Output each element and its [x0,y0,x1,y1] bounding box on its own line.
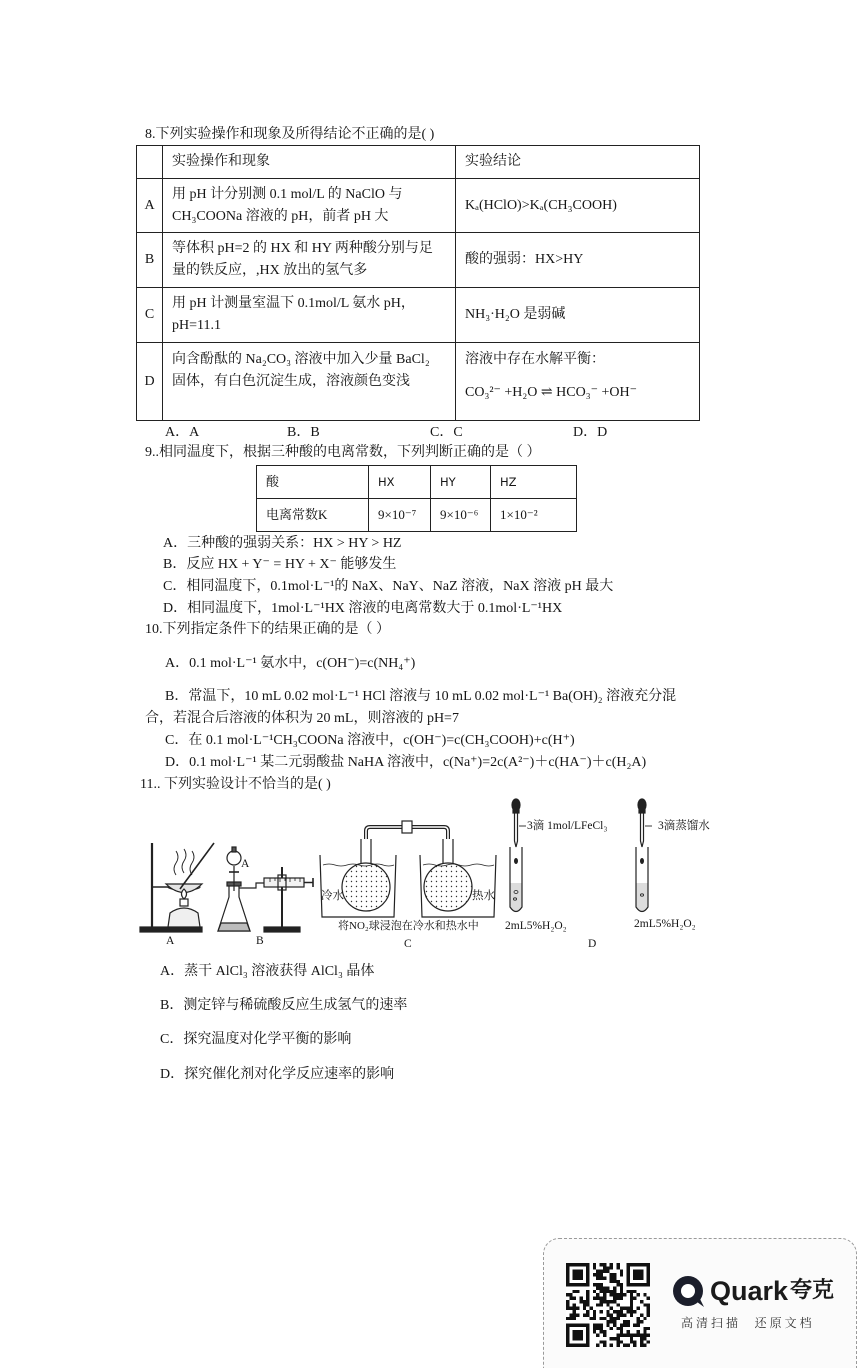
right-dropper-stem [641,813,644,847]
left-drop [515,859,518,864]
q10-option-c: C．在 0.1 mol·L⁻¹CH₃COONa 溶液中，c(OH⁻)=c(CH₃COOH)+c(H⁺) [165,733,575,748]
delivery-tube [239,883,264,888]
panel-label-c: C [404,938,412,950]
q8-option-b: B．B [287,425,320,440]
q10-option-a: A．0.1 mol·L⁻¹ 氨水中，c(OH⁻)=c(NH₄⁺) [165,656,416,671]
operation-cell [163,343,456,421]
quark-logo-icon [672,1275,706,1309]
q10-option-b-line1: B．常温下，10 mL 0.02 mol·L⁻¹ HCl 溶液与 10 mL 0.02 mol·L⁻¹ Ba(OH)₂ 溶液充分混 [165,689,677,704]
left-dropper-collar [513,810,519,813]
logo-hole [681,1284,695,1298]
operation-line: 固体，有白色沉淀生成，溶液颜色变浅 [172,374,410,389]
q10-stem: 10.下列指定条件下的结果正确的是（ ） [145,622,390,637]
alcohol-lamp [168,908,200,927]
panel-label-a: A [166,935,175,947]
left-dropper-bulb [512,799,520,811]
table-row [137,288,700,343]
q9-table-header [257,466,577,499]
q8-option-c: C．C [430,425,463,440]
table-row [137,179,700,233]
apparatus-d-catalyst [510,799,652,912]
conclusion-line: NH₃·H₂O 是弱碱 [465,307,566,322]
conclusion-cell [456,343,700,421]
header-hx: HX [369,466,431,499]
q8-header-conclusion: 实验结论 [456,146,700,179]
table-row [137,233,700,288]
row-label-ionization-constant: 电离常数K [257,499,369,532]
flask-liquid [218,923,250,931]
q9-option-c: C．相同温度下，0.1mol·L⁻¹的 NaX、NaY、NaZ 溶液，NaX 溶液 pH 最大 [163,579,614,594]
panel-label-b: B [256,935,264,947]
quark-brand-name-cn: 夸克 [790,1278,835,1303]
conclusion-cell [456,288,700,343]
conclusion-line: 酸的强弱：HX>HY [465,252,584,267]
quark-tagline: 高清扫描 还原文档 [681,1316,815,1330]
value-hx: 9×10⁻⁷ [369,499,431,532]
operation-cell [163,288,456,343]
funnel-label: A [241,858,250,870]
apparatus-c-no2-equilibrium [320,821,496,917]
operation-line: CH₃COONa 溶液的 pH，前者 pH 大 [172,208,389,224]
right-dropper-bulb [638,799,646,811]
no2-flask-right [424,863,472,911]
table-row [137,343,700,421]
quark-brand-name: Quark [710,1276,789,1306]
right-dropper-label: 3滴蒸馏水 [658,820,710,832]
quark-watermark [543,1238,857,1368]
operation-line: 用 pH 计测量室温下 0.1mol/L 氨水 pH， [172,296,415,311]
tube-clamp [402,821,412,833]
operation-line: 等体积 pH=2 的 HX 和 HY 两种酸分别与足 [172,241,433,256]
q11-option-c: C．探究温度对化学平衡的影响 [160,1032,352,1047]
cold-water-label: 冷水 [321,890,344,902]
q8-table [136,145,700,421]
value-hy: 9×10⁻⁶ [431,499,491,532]
q9-stem: 9..相同温度下，根据三种酸的电离常数，下列判断正确的是（ ） [145,445,541,460]
value-hz: 1×10⁻² [491,499,577,532]
left-tube-label: 2mL5%H₂O₂ [505,920,567,932]
apparatus-a-evaporation [140,843,214,932]
q11-option-b: B．测定锌与稀硫酸反应生成氢气的速率 [160,998,408,1013]
no2-flask-left [342,863,390,911]
panel-label-d: D [588,938,597,950]
q10-option-b-line2: 合，若混合后溶液的体积为 20 mL，则溶液的 pH=7 [145,711,459,726]
left-tube-liquid [510,883,522,912]
table-row [257,499,577,532]
operation-line: 用 pH 计分别测 0.1 mol/L 的 NaClO 与 [172,186,403,202]
q9-option-b: B．反应 HX + Y⁻ = HY + X⁻ 能够发生 [163,557,397,572]
right-flask-neck [443,839,453,864]
conclusion-cell [456,233,700,288]
row-label: C [137,288,163,343]
q11-option-d: D．探究催化剂对化学反应速率的影响 [160,1067,395,1082]
conclusion-line: 溶液中存在水解平衡： [465,352,605,367]
q11-option-a: A．蒸干 AlCl₃ 溶液获得 AlCl₃ 晶体 [160,964,375,979]
q8-stem: 8.下列实验操作和现象及所得结论不正确的是( ) [145,127,435,142]
right-tube-label: 2mL5%H₂O₂ [634,918,696,930]
glass-rod [180,843,214,889]
conclusion-cell [456,179,700,233]
q10-option-d: D．0.1 mol·L⁻¹ 某二元弱酸盐 NaHA 溶液中，c(Na⁺)=2c(A²⁻)＋c(HA⁻)＋c(H₂A) [165,755,647,770]
right-drop [641,859,644,864]
conclusion-line: Kₐ(HClO)>Kₐ(CH₃COOH) [465,197,617,213]
row-label: A [137,179,163,233]
q8-option-a: A．A [165,425,200,440]
hot-water-label: 热水 [472,890,495,902]
operation-cell [163,233,456,288]
operation-cell [163,179,456,233]
row-label: D [137,343,163,421]
lamp-neck [180,899,188,906]
q9-table [256,465,577,532]
qr-code [566,1263,650,1347]
operation-line: 量的铁反应，,HX 放出的氢气多 [172,263,368,278]
q11-stem: 11.. 下列实验设计不恰当的是( ) [140,777,331,792]
header-acid: 酸 [257,466,369,499]
right-tube-liquid [636,883,648,912]
q9-option-a: A．三种酸的强弱关系：HX > HY > HZ [163,536,402,551]
right-dropper-collar [639,810,645,813]
stand-base [140,927,202,932]
operation-line: pH=11.1 [172,318,221,333]
c-caption: 将NO₂球浸泡在冷水和热水中 [338,920,479,932]
header-hz: HZ [491,466,577,499]
lamp-flame [182,889,187,899]
header-hy: HY [431,466,491,499]
q8-header-corner [137,146,163,179]
row-label: B [137,233,163,288]
left-dropper-stem [515,813,518,847]
left-flask-neck [361,839,371,864]
operation-line: 向含酚酞的 Na₂CO₃ 溶液中加入少量 BaCl₂ [172,352,430,367]
apparatus-b-gas-rate [218,847,313,932]
q8-option-d: D．D [573,425,608,440]
q8-table-header [137,146,700,179]
funnel-stopper [232,847,236,852]
separatory-funnel [227,851,241,865]
stand-base [264,927,300,932]
steam-lines [174,849,194,875]
equilibrium-equation: CO₃²⁻ +H₂O ⇌ HCO₃⁻ +OH⁻ [465,385,637,400]
q8-header-operation: 实验操作和现象 [163,146,456,179]
left-dropper-label: 3滴 1mol/LFeCl₃ [527,820,608,832]
q9-option-d: D．相同温度下，1mol·L⁻¹HX 溶液的电离常数大于 0.1mol·L⁻¹HX [163,601,563,616]
